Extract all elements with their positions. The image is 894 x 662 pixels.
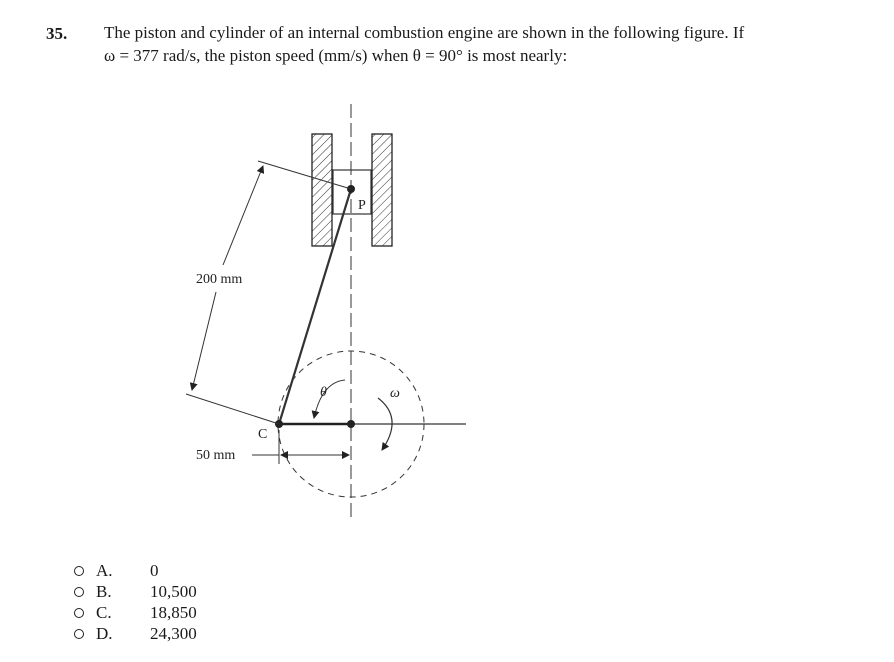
- choice-letter: C.: [96, 602, 112, 622]
- theta-arrow: [314, 380, 345, 418]
- cylinder-wall-left: [312, 134, 332, 246]
- piston-label: P: [358, 198, 366, 213]
- choice-letter: A.: [96, 560, 113, 580]
- dim-200-line-upper: [223, 166, 263, 265]
- choice-b[interactable]: [74, 581, 197, 602]
- choice-c[interactable]: [74, 602, 197, 623]
- question-line-2: ω = 377 rad/s, the piston speed (mm/s) when θ = 90° is most nearly:: [104, 46, 568, 65]
- question-line-1: The piston and cylinder of an internal combustion engine are shown in the following figure. If: [104, 23, 745, 42]
- choice-letter: B.: [96, 581, 112, 601]
- question-number: 35.: [46, 24, 68, 43]
- dim-200-extension-top: [258, 161, 351, 189]
- choice-a[interactable]: [74, 560, 197, 581]
- choice-value: 24,300: [150, 623, 197, 643]
- crank-pin-label: C: [258, 427, 268, 442]
- radio-icon[interactable]: [74, 587, 84, 597]
- choice-value: 18,850: [150, 602, 197, 622]
- dim-200-line-lower: [192, 292, 216, 390]
- choice-d[interactable]: [74, 623, 197, 644]
- answer-choices: [74, 560, 197, 644]
- omega-label: ω: [390, 386, 400, 401]
- theta-label: θ: [320, 385, 327, 400]
- choice-value: 10,500: [150, 581, 197, 601]
- choice-letter: D.: [96, 623, 113, 643]
- radio-icon[interactable]: [74, 566, 84, 576]
- choice-value: 0: [150, 560, 159, 580]
- crank-center: [347, 420, 355, 428]
- crank-radius-label: 50 mm: [196, 448, 236, 463]
- radio-icon[interactable]: [74, 608, 84, 618]
- rod-length-label: 200 mm: [196, 272, 243, 287]
- radio-icon[interactable]: [74, 629, 84, 639]
- cylinder-wall-right: [372, 134, 392, 246]
- dim-200-extension-bottom: [186, 394, 279, 424]
